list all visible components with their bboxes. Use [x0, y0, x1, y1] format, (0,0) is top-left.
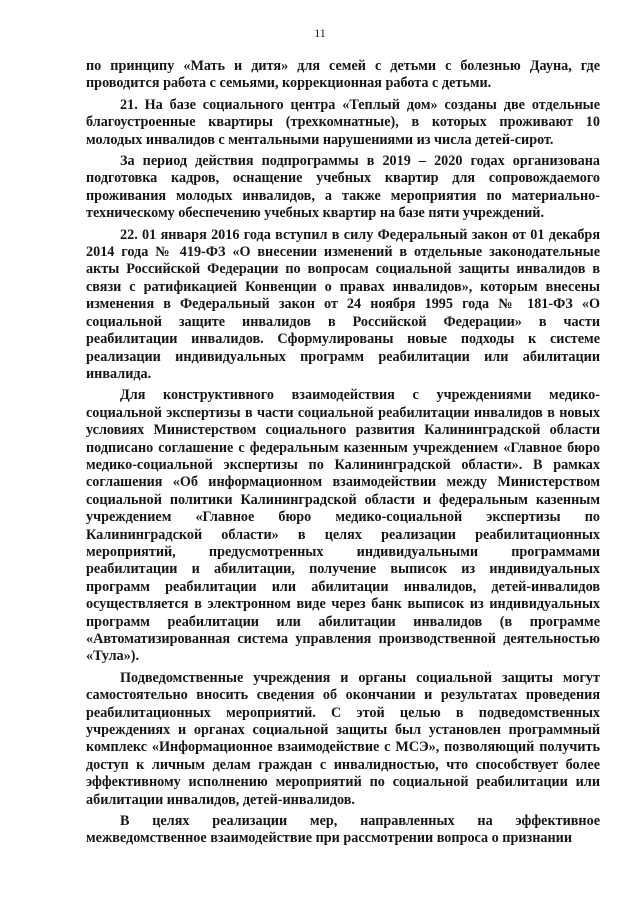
paragraph-7: В целях реализации мер, направленных на эффективное межведомственное взаимодействие при рассмотрении вопроса о признании: [86, 813, 600, 847]
paragraph-6: Подведомственные учреждения и органы социальной защиты могут самостоятельно вносить сведения об окончании и результатах проведения реабилитационных мероприятий. С этой целью в подведомственных учреждениях и органах социальной защиты был установлен программный комплекс «Информационное взаимодействие с МСЭ», позволяющий получить доступ к личным делам граждан с инвалидностью, что способствует более эффективному исполнению мероприятий по социальной реабилитации или абилитации инвалидов, детей-инвалидов.: [86, 669, 600, 808]
paragraph-3: За период действия подпрограммы в 2019 – 2020 годах организована подготовка кадров, оснащение учебных квартир для сопровождаемого проживания молодых инвалидов, а также мероприятия по материально-техническому обеспечению учебных квартир на базе пяти учреждений.: [86, 153, 600, 222]
paragraph-1: по принципу «Мать и дитя» для семей с детьми с болезнью Дауна, где проводится работа с семьями, коррекционная работа с детьми.: [86, 58, 600, 92]
paragraph-5: Для конструктивного взаимодействия с учреждениями медико-социальной экспертизы в части социальной реабилитации инвалидов в новых условиях Министерством социального развития Калининградской области подписано соглашение с федеральным казенным учреждением «Главное бюро медико-социальной экспертизы по Калининградской области». В рамках соглашения «Об информационном взаимодействии между Министерством социальной политики Калининградской области и федеральным казенным учреждением «Главное бюро медико-социальной экспертизы по Калининградской области» в целях реализации реабилитационных мероприятий, предусмотренных индивидуальными программами реабилитации и абилитации, получение выписок из индивидуальных программ реабилитации или абилитации инвалидов, детей-инвалидов осуществляется в электронном виде через банк выписок из индивидуальных программ реабилитации или абилитации инвалидов (в программе «Автоматизированная система управления производственной деятельностью «Тула»).: [86, 387, 600, 665]
page-number: 11: [314, 26, 326, 40]
paragraph-2: 21. На базе социального центра «Теплый дом» созданы две отдельные благоустроенные квартиры (трехкомнатные), в которых проживают 10 молодых инвалидов с ментальными нарушениями из числа детей-сирот.: [86, 96, 600, 148]
document-body: [86, 58, 600, 852]
paragraph-4: 22. 01 января 2016 года вступил в силу Федеральный закон от 01 декабря 2014 года № 419-ФЗ «О внесении изменений в отдельные законодательные акты Российской Федерации по вопросам социальной защиты инвалидов в связи с ратификацией Конвенции о правах инвалидов», которым внесены изменения в Федеральный закон от 24 ноября 1995 года № 181-ФЗ «О социальной защите инвалидов в Российской Федерации» в части реабилитации инвалидов. Сформулированы новые подходы к системе реализации индивидуальных программ реабилитации или абилитации инвалида.: [86, 226, 600, 382]
